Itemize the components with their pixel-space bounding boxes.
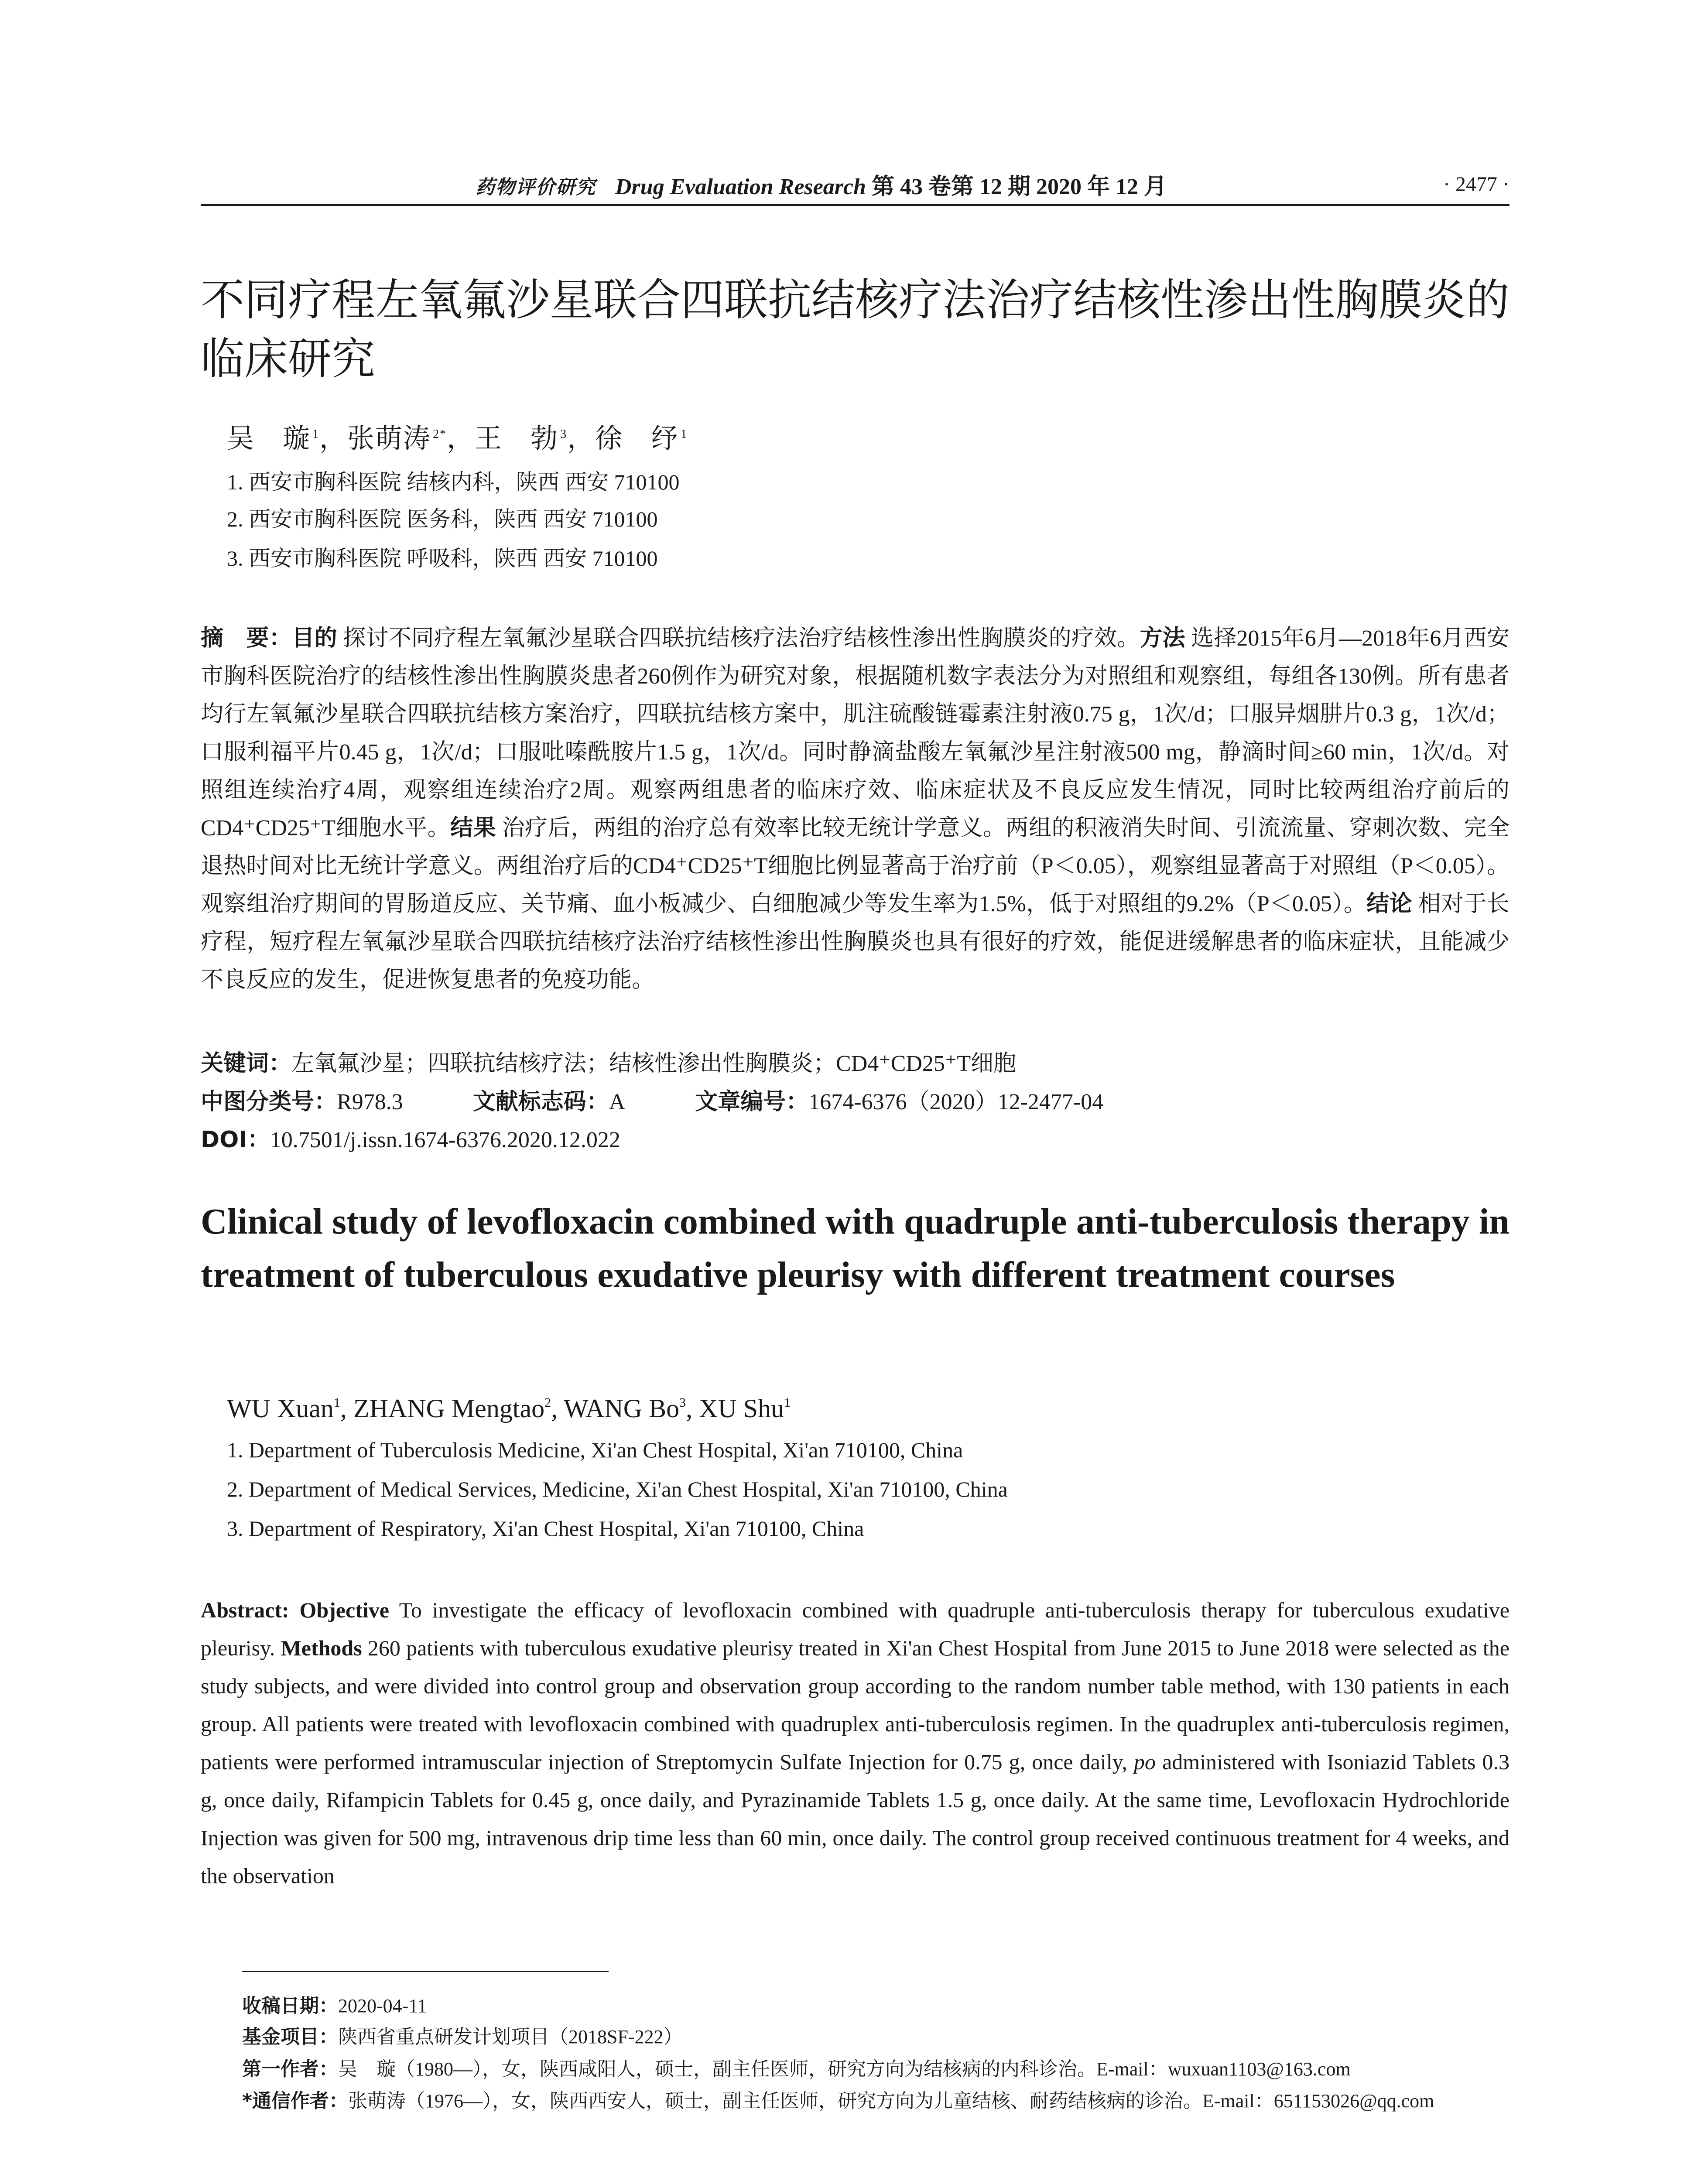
journal-logo: 药物评价研究 (476, 177, 596, 198)
classification-line (201, 1083, 1103, 1116)
author-separator: ， (567, 424, 596, 454)
author-name: XU Shu (699, 1394, 784, 1423)
abstract-zh (201, 619, 1509, 999)
keywords-zh (201, 1045, 1016, 1077)
footnote-funding (242, 2021, 683, 2049)
abstract-label: 摘 要： (201, 625, 292, 651)
footnote-corresponding-author (242, 2085, 1434, 2113)
author-name: WANG Bo (564, 1394, 680, 1423)
article-no-label: 文章编号： (695, 1089, 809, 1115)
doc-code-label: 文献标志码： (472, 1089, 609, 1115)
journal-name-en: Drug Evaluation Research (615, 174, 866, 199)
affiliation-en: 1. Department of Tuberculosis Medicine, Xi'an Chest Hospital, Xi'an 710100, China (227, 1438, 963, 1462)
author-superscript: 3 (679, 1395, 686, 1410)
affiliation-zh: 2. 西安市胸科医院 医务科，陕西 西安 710100 (227, 507, 658, 531)
author-superscript: 2* (433, 427, 447, 441)
methods-text-cont: administered with Isoniazid Tablets 0.3 g, once daily, Rifampicin Tablets for 0.45 g, once daily, and Pyrazinamide Tablets 1.5 g, once daily. At the same time, Levofloxacin Hydrochloride Injection was given for 500 mg, intravenous drip time less than 60 min, once daily. The control group received continuous treatment for 4 weeks, and the observation (201, 1750, 1510, 1888)
author-superscript: 1 (681, 427, 688, 441)
affiliation-zh: 1. 西安市胸科医院 结核内科，陕西 西安 710100 (227, 470, 680, 494)
doi-link[interactable]: 10.7501/j.issn.1674-6376.2020.12.022 (270, 1128, 620, 1152)
running-header (201, 168, 1509, 203)
author-name: 张萌涛 (347, 424, 431, 454)
author-name: ZHANG Mengtao (353, 1394, 545, 1423)
footnote-received (242, 1990, 427, 2018)
footnote-label: 基金项目： (242, 2026, 338, 2048)
author-superscript: 3 (560, 427, 568, 441)
doi-label: DOI： (201, 1127, 270, 1153)
author-superscript: 1 (333, 1395, 340, 1410)
article-no-value: 1674-6376（2020）12-2477-04 (808, 1090, 1104, 1114)
doc-code-value: A (609, 1090, 626, 1114)
author-list-zh (227, 417, 688, 455)
conclusion-text: 相对于长疗程，短疗程左氧氟沙星联合四联抗结核疗法治疗结核性渗出性胸膜炎也具有很好的疗效，能促进缓解患者的临床症状，且能减少不良反应的发生，促进恢复患者的免疫功能。 (201, 892, 1509, 992)
conclusion-label: 结论 (1366, 891, 1413, 917)
objective-label: 目的 (291, 625, 338, 651)
objective-text: 探讨不同疗程左氧氟沙星联合四联抗结核疗法治疗结核性渗出性胸膜炎的疗效。 (343, 626, 1140, 651)
page-number: · 2477 · (1443, 173, 1509, 196)
author-name: 徐 纾 (595, 424, 679, 454)
author-list-en (227, 1394, 791, 1424)
objective-text: To investigate the efficacy of levofloxacin combined with quadruple anti-tuberculosis therapy for tuberculous exudative pleurisy. (201, 1598, 1509, 1660)
author-superscript: 1 (312, 427, 320, 441)
footnote-label: 第一作者： (242, 2058, 338, 2080)
author-superscript: 1 (784, 1395, 791, 1410)
methods-label: 方法 (1140, 625, 1185, 651)
affiliation-en: 3. Department of Respiratory, Xi'an Chest Hospital, Xi'an 710100, China (227, 1516, 864, 1541)
page-title-en: Clinical study of levofloxacin combined with quadruple anti-tuberculosis therapy in treatment of tuberculous exudative pleurisy with different treatment courses (201, 1201, 1509, 1295)
clc-label: 中图分类号： (201, 1089, 337, 1115)
footnote-first-author (242, 2053, 1351, 2081)
author-separator: , (340, 1394, 353, 1423)
keywords-label: 关键词： (201, 1050, 292, 1077)
footnote-text: 陕西省重点研发计划项目（2018SF-222） (338, 2026, 683, 2048)
author-name: 吴 璇 (227, 424, 311, 454)
journal-issue-line (615, 168, 1167, 201)
results-text: 治疗后，两组的治疗总有效率比较无统计学意义。两组的积液消失时间、引流流量、穿刺次数、完全退热时间对比无统计学意义。两组治疗后的CD4⁺CD25⁺T细胞比例显著高于治疗前（P＜0.05），观察组显著高于对照组（P＜0.05）。观察组治疗期间的胃肠道反应、关节痛、血小板减少、白细胞减少等发生率为1.5%，低于对照组的9.2%（P＜0.05）。 (201, 816, 1509, 916)
footnote-label: *通信作者： (242, 2090, 349, 2112)
author-name: WU Xuan (227, 1394, 334, 1423)
methods-label: Methods (281, 1636, 362, 1660)
author-separator: , (551, 1394, 564, 1423)
results-label: 结果 (450, 815, 496, 841)
affiliation-zh: 3. 西安市胸科医院 呼吸科，陕西 西安 710100 (227, 546, 658, 571)
header-rule (201, 204, 1509, 206)
author-name: 王 勃 (475, 424, 559, 454)
abstract-en (201, 1591, 1509, 1895)
footnote-rule (242, 1971, 609, 1972)
author-separator: ， (319, 424, 348, 454)
footnote-label: 收稿日期： (242, 1995, 338, 2017)
author-superscript: 2 (544, 1395, 551, 1410)
footnote-text: 2020-04-11 (338, 1995, 427, 2017)
keywords-text: 左氧氟沙星；四联抗结核疗法；结核性渗出性胸膜炎；CD4⁺CD25⁺T细胞 (291, 1051, 1017, 1076)
doi-line (201, 1121, 620, 1154)
methods-text: 260 patients with tuberculous exudative pleurisy treated in Xi'an Chest Hospital from June 2015 to June 2018 were selected as the study subjects, and were divided into control group and observation group according to the random number table method, with 130 patients in each group. All patients were treated with levofloxacin combined with quadruplex anti-tuberculosis regimen. In the quadruplex anti-tuberculosis regimen, patients were performed intramuscular injection of Streptomycin Sulfate Injection for 0.75 g, once daily, (201, 1636, 1509, 1774)
abstract-objective-label: Abstract: Objective (201, 1598, 389, 1622)
footnote-text: 吴 璇（1980—），女，陕西咸阳人，硕士，副主任医师，研究方向为结核病的内科诊治。E-mail：wuxuan1103@163.com (338, 2058, 1351, 2080)
footnote-text: 张萌涛（1976—），女，陕西西安人，硕士，副主任医师，研究方向为儿童结核、耐药结核病的诊治。E-mail：651153026@qq.com (348, 2090, 1434, 2112)
affiliation-en: 2. Department of Medical Services, Medicine, Xi'an Chest Hospital, Xi'an 710100, China (227, 1477, 1008, 1501)
page-title-zh: 不同疗程左氧氟沙星联合四联抗结核疗法治疗结核性渗出性胸膜炎的临床研究 (201, 274, 1509, 384)
po-abbrev: po (1133, 1750, 1156, 1774)
clc-value: R978.3 (337, 1090, 403, 1114)
methods-text: 选择2015年6月—2018年6月西安市胸科医院治疗的结核性渗出性胸膜炎患者260例作为研究对象，根据随机数字表法分为对照组和观察组，每组各130例。所有患者均行左氧氟沙星联合四联抗结核方案治疗，四联抗结核方案中，肌注硫酸链霉素注射液0.75 g，1次/d；口服异烟肼片0.3 g，1次/d；口服利福平片0.45 g，1次/d；口服吡嗪酰胺片1.5 g，1次/d。同时静滴盐酸左氧氟沙星注射液500 mg，静滴时间≥60 min，1次/d。对照组连续治疗4周，观察组连续治疗2周。观察两组患者的临床疗效、临床症状及不良反应发生情况，同时比较两组治疗前后的CD4⁺CD25⁺T细胞水平。 (201, 626, 1509, 841)
author-separator: , (686, 1394, 699, 1423)
author-separator: ， (447, 424, 475, 454)
issue-info: 第 43 卷第 12 期 2020 年 12 月 (871, 174, 1167, 199)
